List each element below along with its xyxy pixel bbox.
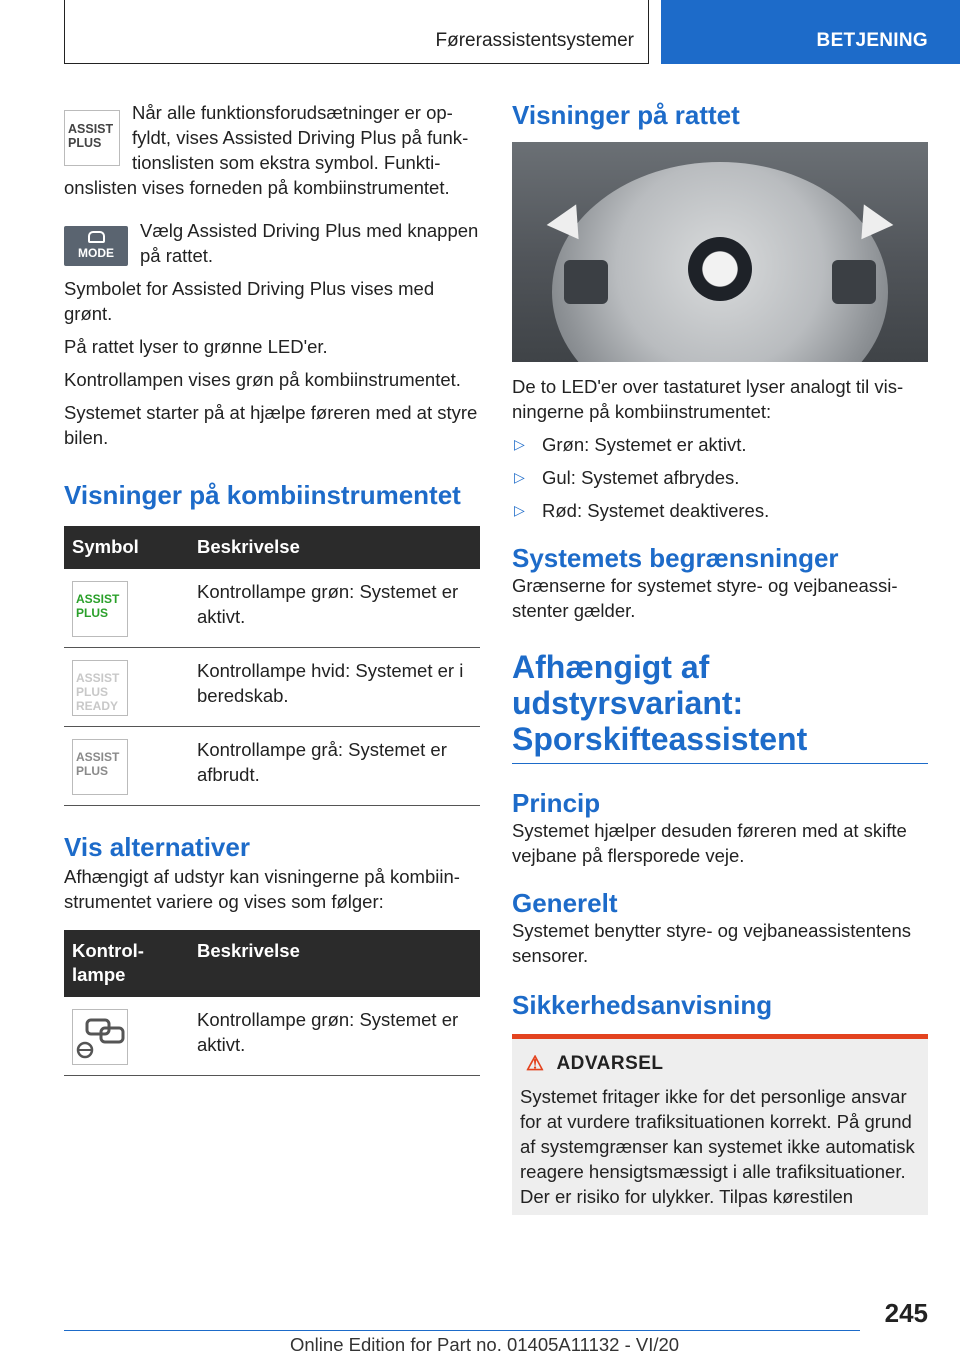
table-row <box>64 997 480 1076</box>
section-title-block <box>512 649 928 764</box>
intro-paragraph: Når alle funktionsforudsætninger er opfyldt, vises Assisted Driving Plus på funktionslisten som ekstra symbol. Funktionslisten vises forneden på kombiinstrumentet. <box>64 102 469 198</box>
footer-divider <box>64 1330 860 1331</box>
left-column <box>64 100 480 1076</box>
right-column <box>512 100 928 1215</box>
list-item: ▷ Rød: Systemet deaktiveres. <box>514 500 770 521</box>
col-symbol: Symbol <box>64 526 189 569</box>
mode-paragraph: Vælg Assisted Driving Plus med knappen på rattet. <box>140 220 479 266</box>
table-row <box>64 727 480 806</box>
heading-rattet: Visninger på rattet <box>512 100 740 130</box>
col-description: Beskrivelse <box>189 526 480 569</box>
warning-header <box>520 1051 920 1076</box>
generelt-paragraph: Systemet benytter styre- og vejbaneassistentens sensorer. <box>512 920 911 966</box>
mode-button-icon: MODE <box>64 226 128 266</box>
section-tab-label: BETJENING <box>816 30 928 51</box>
page-number: 245 <box>884 1298 928 1328</box>
chapter-header <box>64 0 649 64</box>
car-icon <box>88 231 105 243</box>
row-description: Kontrollampe grøn: Systemet er aktivt. <box>189 569 480 648</box>
mode-button-step <box>64 218 480 276</box>
steering-wheel-photo <box>512 142 928 362</box>
indicator-table <box>64 930 480 1076</box>
edition-footer: Online Edition for Part no. 01405A11132 - VI/20 <box>290 1334 680 1355</box>
col-indicator: Kontrollampe <box>64 930 189 997</box>
alternativer-paragraph: Afhængigt af udstyr kan visningerne på kombiinstrumentet variere og vises som følger: <box>64 866 460 912</box>
section-tab[interactable] <box>661 0 960 64</box>
paragraph-indicator: Kontrollampen vises grøn på kombiinstrumentet. <box>64 369 461 390</box>
warning-box <box>512 1034 928 1215</box>
heading-generelt: Generelt <box>512 888 618 918</box>
table-row <box>64 648 480 727</box>
begraensninger-paragraph: Grænserne for systemet styre- og vejbaneassistenter gælder. <box>512 575 898 621</box>
list-item: ▷ Grøn: Systemet er aktivt. <box>514 434 747 455</box>
warning-title: ADVARSEL <box>556 1052 664 1074</box>
triangle-bullet-icon: ▷ <box>514 502 525 518</box>
right-button-pad <box>832 260 876 304</box>
paragraph-system-starts: Systemet starter på at hjælpe føreren med at styre bilen. <box>64 402 478 448</box>
assist-plus-green-icon: ASSIST PLUS <box>72 581 128 637</box>
heading-alternativer: Vis alternativer <box>64 832 250 862</box>
heading-begraensninger: Systemets begrænsninger <box>512 543 839 573</box>
warning-icon: ⚠ <box>526 1053 545 1075</box>
warning-text: Systemet fritager ikke for det personlige ansvar for at vurdere trafiksituationen korrekt. På grund af systemgrænser kan systemet ikke automatisk reagere hensigtsmæssigt i alle trafiksituationer. Der er risiko for ulykker. Tilpas kørestilen <box>520 1086 915 1207</box>
assist-plus-intro <box>64 100 480 200</box>
princip-paragraph: Systemet hjælper desuden føreren med at skifte vejbane på flersporede veje. <box>512 820 907 866</box>
triangle-bullet-icon: ▷ <box>514 436 525 452</box>
left-button-pad <box>564 260 608 304</box>
led-status-list <box>512 432 928 523</box>
bmw-logo-icon <box>688 237 752 301</box>
paragraph-led: På rattet lyser to grønne LED'er. <box>64 336 328 357</box>
heading-sikkerhed: Sikkerhedsanvisning <box>512 990 773 1020</box>
row-description: Kontrollampe grå: Systemet er afbrudt. <box>189 727 480 806</box>
row-description: Kontrollampe hvid: Systemet er i beredskab. <box>189 648 480 727</box>
heading-kombiinstrument: Visninger på kombiinstrumentet <box>64 480 461 510</box>
chapter-title: Førerassistentsystemer <box>435 30 634 51</box>
row-description: Kontrollampe grøn: Systemet er aktivt. <box>189 997 480 1076</box>
rattet-paragraph: De to LED'er over tastaturet lyser analogt til visningerne på kombiinstrumentet: <box>512 376 904 422</box>
paragraph-green-symbol: Symbolet for Assisted Driving Plus vises med grønt. <box>64 278 435 324</box>
assist-plus-icon: ASSIST PLUS <box>64 110 120 166</box>
table-row <box>64 569 480 648</box>
assist-plus-grey-icon: ASSIST PLUS <box>72 739 128 795</box>
section-title: Afhængigt af udstyrsvariant: Sporskifteassistent <box>512 649 808 757</box>
list-item: ▷ Gul: Systemet afbrydes. <box>514 467 740 488</box>
heading-princip: Princip <box>512 788 601 818</box>
col-description: Beskrivelse <box>189 930 480 997</box>
symbol-table <box>64 526 480 806</box>
assist-plus-ready-icon: ASSIST PLUS READY <box>72 660 128 716</box>
lane-assist-icon <box>72 1009 128 1065</box>
triangle-bullet-icon: ▷ <box>514 469 525 485</box>
